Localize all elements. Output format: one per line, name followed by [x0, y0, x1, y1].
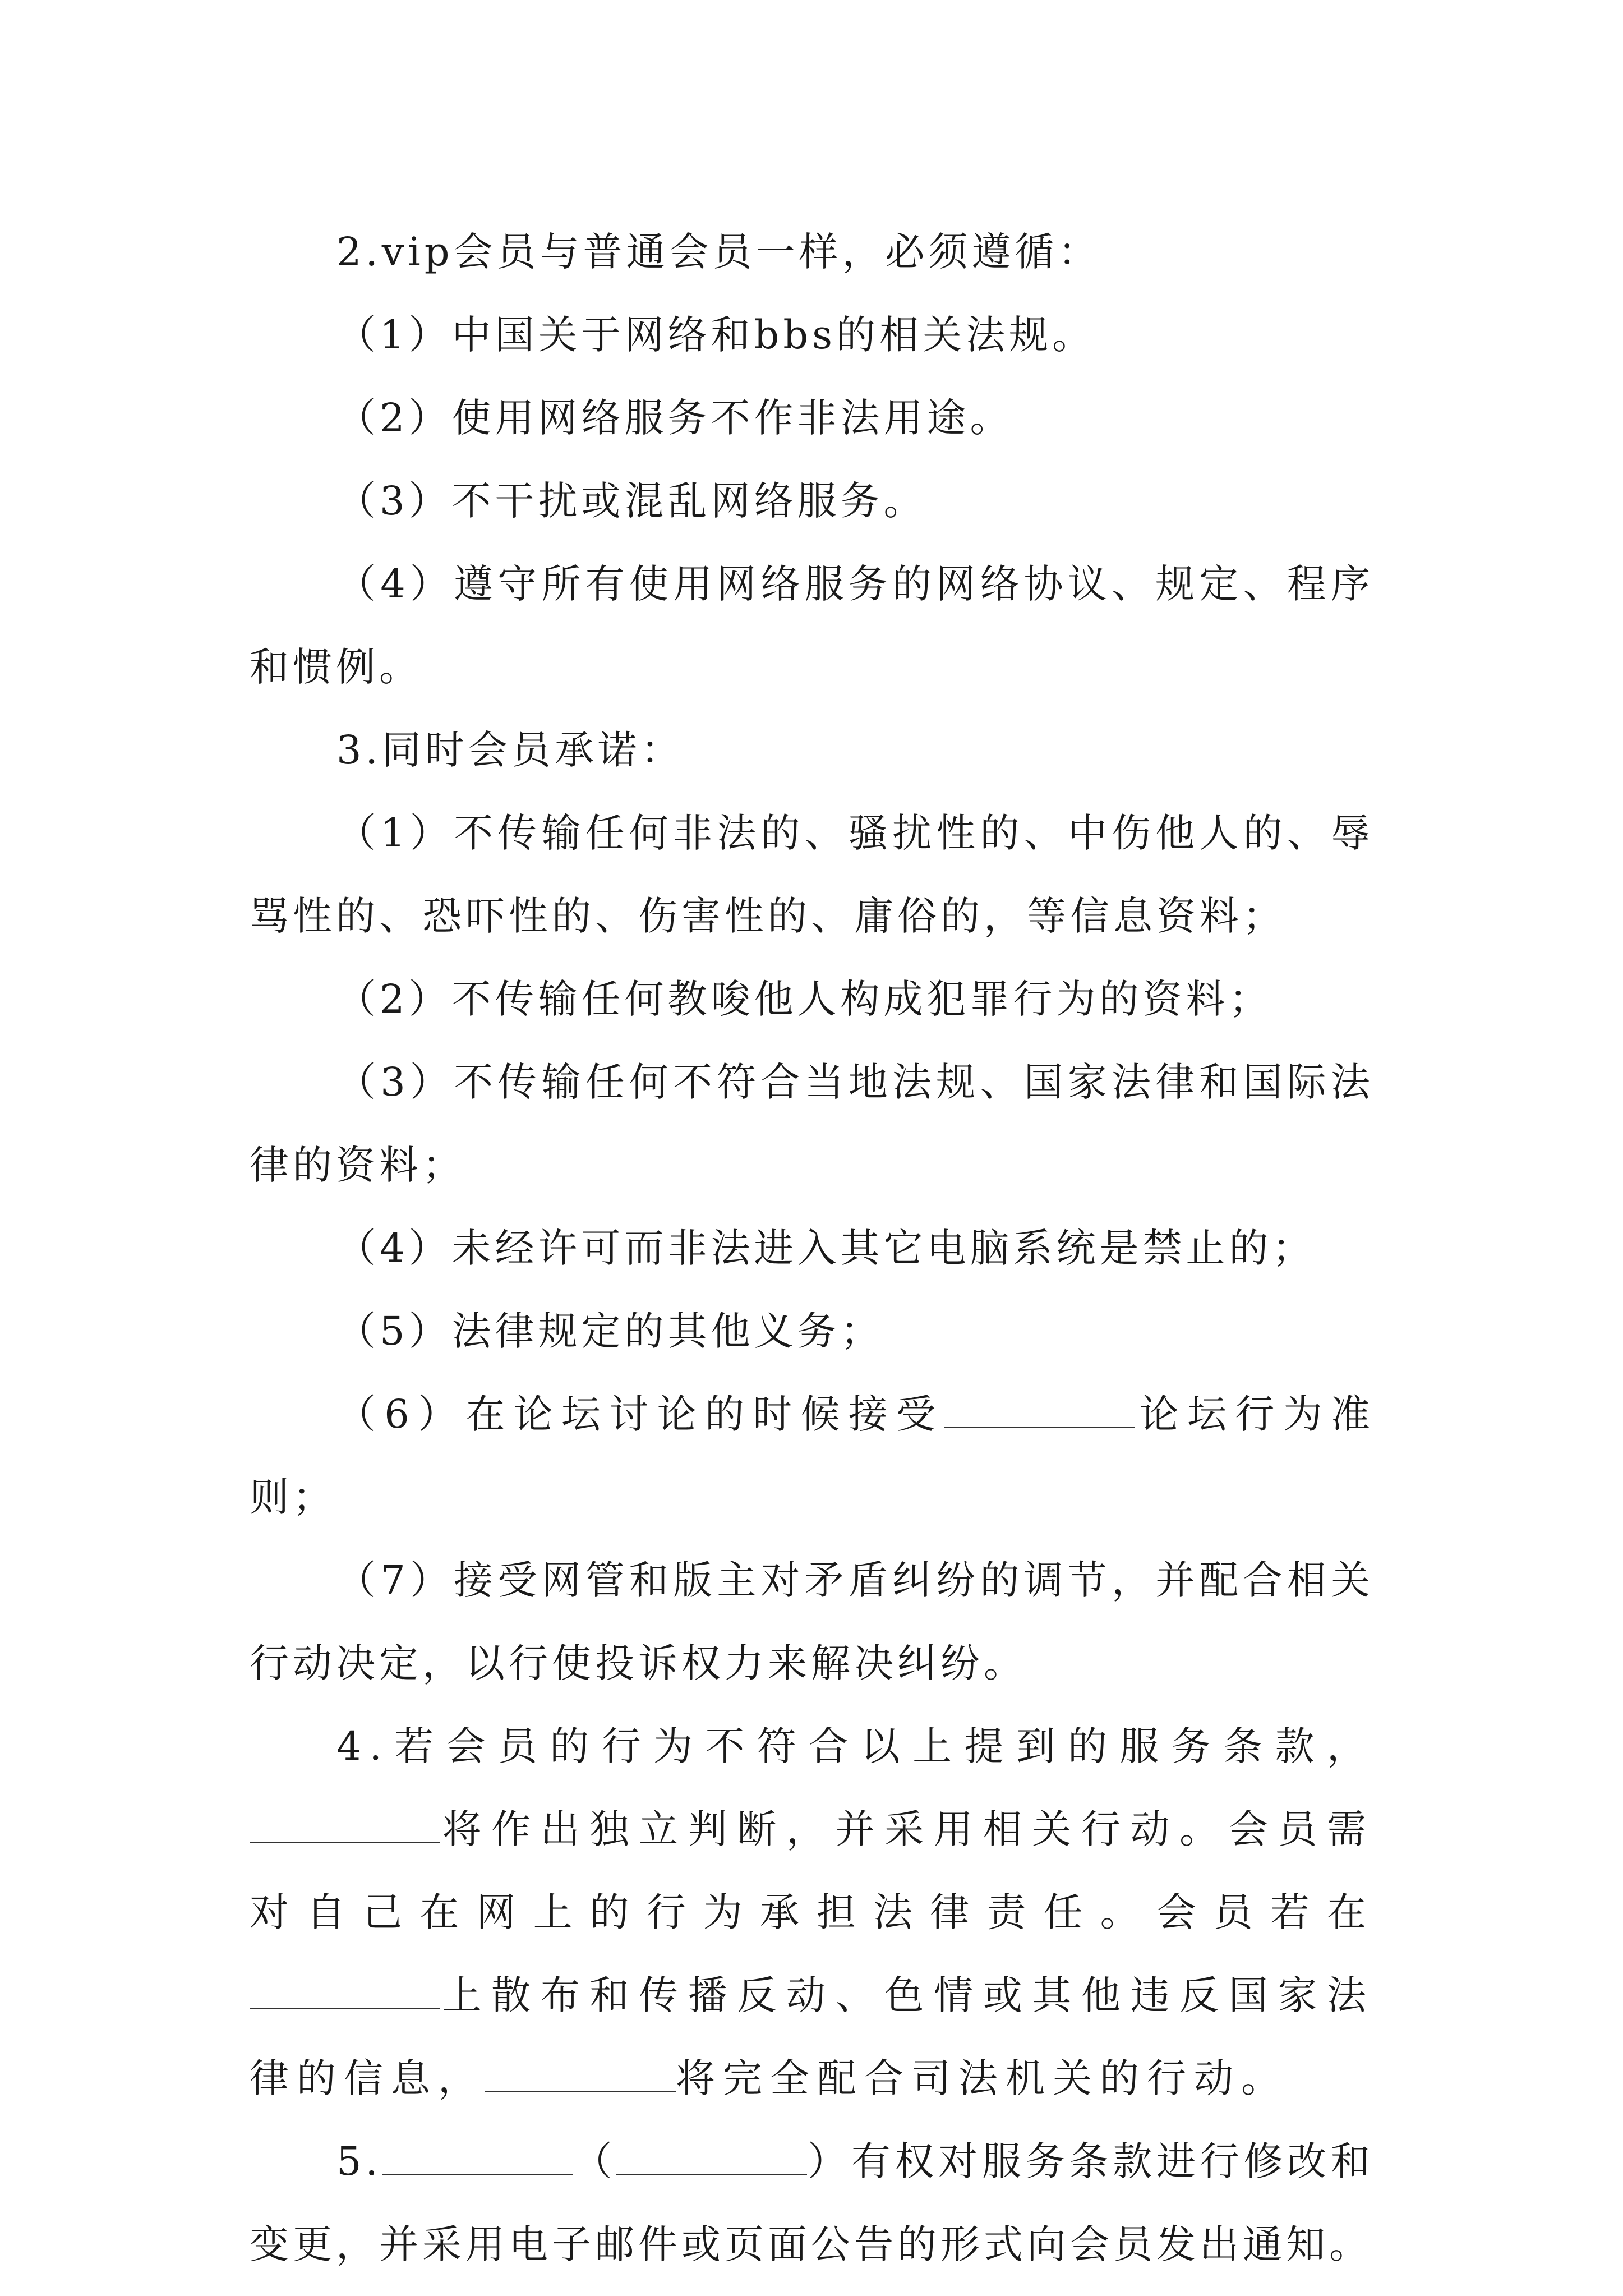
list-item-pledge-6: [250, 1373, 1374, 1539]
violation-text-1: 4.若会员的行为不符合以上提到的服务条款，: [336, 1723, 1374, 1769]
paragraph-violation-terms: [250, 1705, 1374, 2120]
document-body: [250, 210, 1374, 2286]
paragraph-member-pledge-intro: 3.同时会员承诺：: [336, 727, 684, 773]
list-item-pledge-7: （7）接受网管和版主对矛盾纠纷的调节，并配合相关行动决定，以行使投诉权力来解决纠纷。: [250, 1557, 1374, 1686]
blank-line: [485, 2057, 676, 2092]
list-item-rule-1: （1）中国关于网络和bbs的相关法规。: [336, 312, 1096, 358]
violation-text-3: 上散布和传播反动、色情或其他违反国家法律的信息，: [250, 1972, 1374, 2101]
list-item-rule-3: （3）不干扰或混乱网络服务。: [336, 478, 927, 524]
violation-text-2: 将作出独立判断，并采用相关行动。会员需对自己在网上的行为承担法律责任。会员若在: [250, 1806, 1374, 1935]
list-item-rule-2: （2）使用网络服务不作非法用途。: [336, 395, 1013, 441]
modification-text-1: 5.: [336, 2138, 382, 2184]
modification-text-3: ）有权对服务条款进行修改和变更，并采用电子邮件或页面公告的形式向会员发出通知。: [250, 2138, 1375, 2267]
list-item-pledge-3: （3）不传输任何不符合当地法规、国家法律和国际法律的资料；: [250, 1059, 1374, 1188]
blank-line: [382, 2140, 573, 2175]
pledge-6-text-after: 论坛行为准则；: [250, 1391, 1374, 1520]
blank-line: [616, 2140, 807, 2175]
blank-line: [250, 1974, 440, 2009]
list-item-rule-4: （4）遵守所有使用网络服务的网络协议、规定、程序和惯例。: [250, 561, 1374, 690]
list-item-pledge-1: （1）不传输任何非法的、骚扰性的、中伤他人的、辱骂性的、恐吓性的、伤害性的、庸俗的，等信息资料；: [250, 810, 1374, 939]
blank-line: [944, 1393, 1135, 1428]
blank-line: [250, 1808, 440, 1843]
list-item-pledge-5: （5）法律规定的其他义务；: [336, 1308, 884, 1354]
list-item-pledge-4: （4）未经许可而非法进入其它电脑系统是禁止的；: [336, 1225, 1316, 1271]
list-item-pledge-2: （2）不传输任何教唆他人构成犯罪行为的资料；: [336, 976, 1272, 1022]
paragraph-terms-modification: [250, 2120, 1374, 2286]
pledge-6-text-before: （6）在论坛讨论的时候接受: [336, 1391, 944, 1437]
modification-text-2: （: [572, 2138, 617, 2184]
violation-text-4: 将完全配合司法机关的行动。: [676, 2055, 1288, 2101]
paragraph-vip-rules-intro: 2.vip会员与普通会员一样，必须遵循：: [336, 229, 1101, 275]
